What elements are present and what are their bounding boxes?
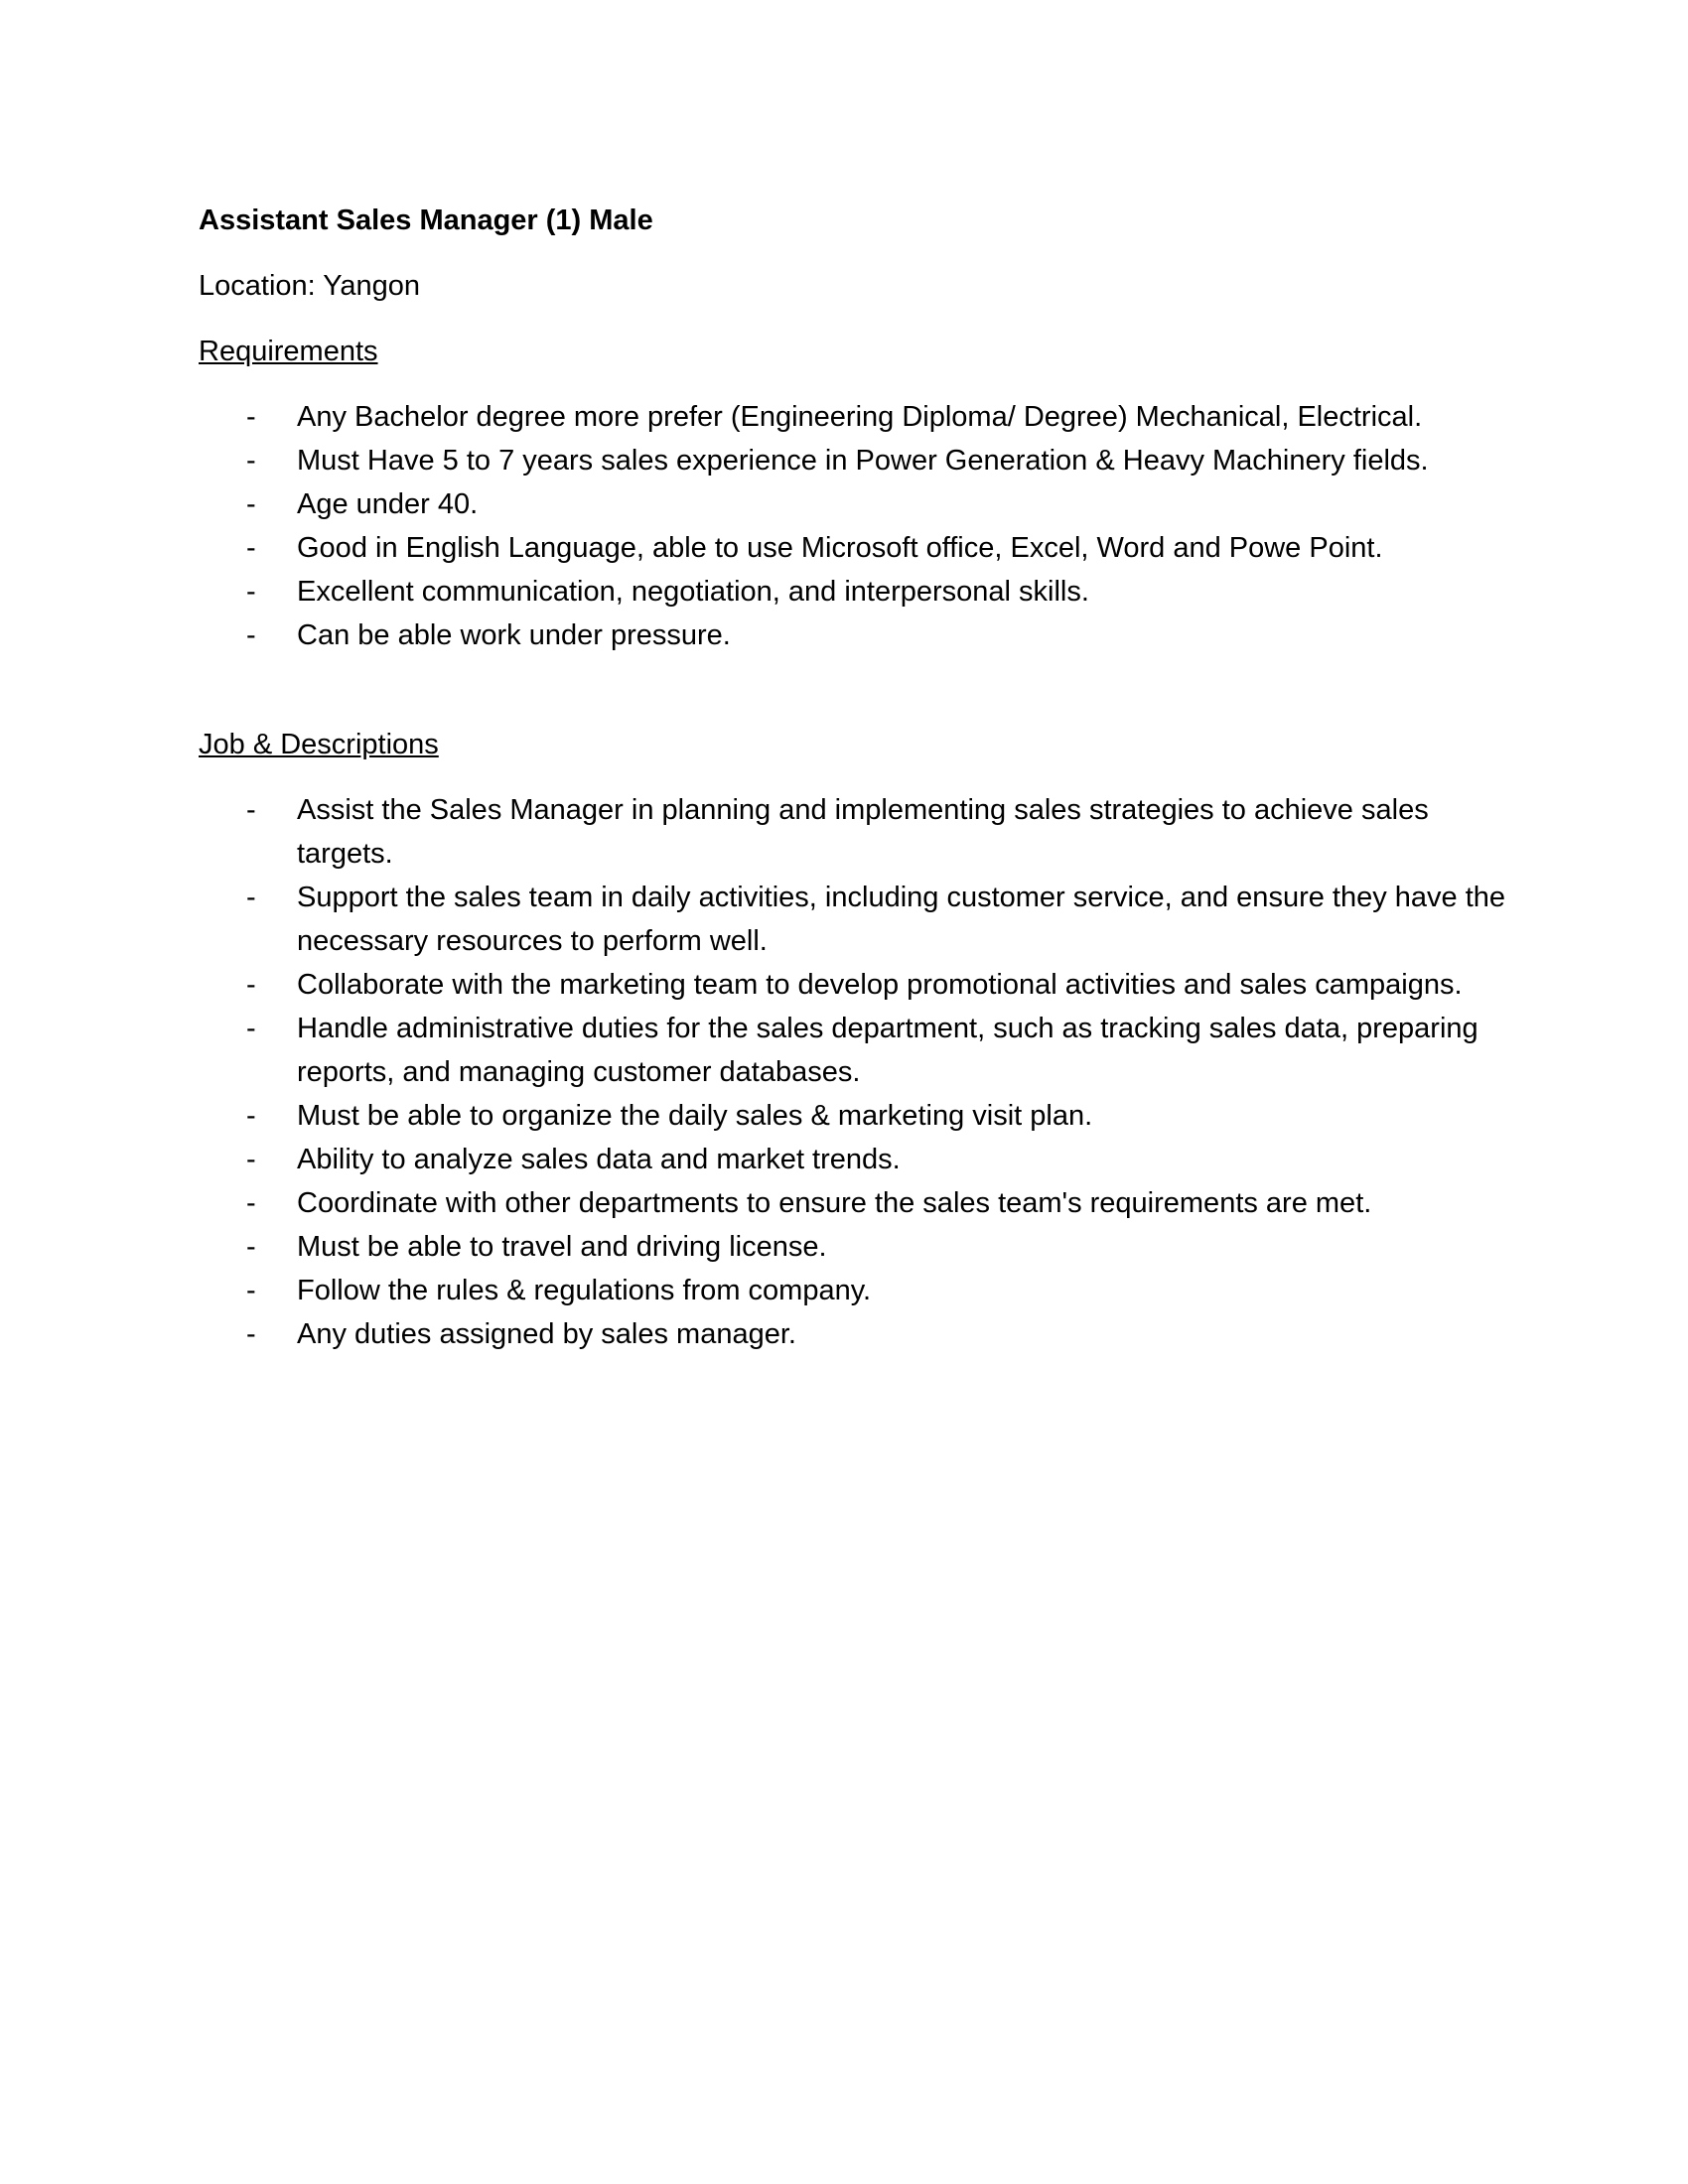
requirements-list	[199, 395, 1509, 657]
list-item	[199, 1312, 1509, 1356]
bullet-dash: -	[246, 969, 256, 1001]
list-item	[199, 1181, 1509, 1225]
list-item	[199, 963, 1509, 1007]
list-item	[199, 1094, 1509, 1138]
list-item-text: Ability to analyze sales data and market trends.	[297, 1144, 901, 1175]
bullet-dash: -	[246, 532, 256, 564]
list-item-text: Assist the Sales Manager in planning and implementing sales strategies to achieve sales targets.	[297, 794, 1429, 870]
list-item	[199, 788, 1509, 876]
list-item-text: Good in English Language, able to use Microsoft office, Excel, Word and Powe Point.	[297, 532, 1383, 564]
section-spacer	[199, 657, 1509, 723]
list-item	[199, 1138, 1509, 1181]
list-item-text: Support the sales team in daily activities, including customer service, and ensure they have the necessary resources to perform well.	[297, 882, 1506, 957]
list-item-text: Can be able work under pressure.	[297, 619, 731, 651]
bullet-dash: -	[246, 576, 256, 608]
list-item	[199, 439, 1509, 482]
list-item	[199, 395, 1509, 439]
list-item-text: Any Bachelor degree more prefer (Engineering Diploma/ Degree) Mechanical, Electrical.	[297, 401, 1423, 433]
requirements-heading: Requirements	[199, 336, 378, 367]
list-item-text: Coordinate with other departments to ensure the sales team's requirements are met.	[297, 1187, 1372, 1219]
bullet-dash: -	[246, 1187, 256, 1219]
list-item-text: Any duties assigned by sales manager.	[297, 1318, 796, 1350]
bullet-dash: -	[246, 1100, 256, 1132]
bullet-dash: -	[246, 882, 256, 913]
job-title: Assistant Sales Manager (1) Male	[199, 205, 653, 236]
list-item-text: Follow the rules & regulations from company.	[297, 1275, 872, 1306]
job-location: Location: Yangon	[199, 270, 421, 302]
list-item-text: Collaborate with the marketing team to develop promotional activities and sales campaigns.	[297, 969, 1463, 1001]
list-item	[199, 482, 1509, 526]
list-item-text: Must be able to travel and driving license.	[297, 1231, 827, 1263]
bullet-dash: -	[246, 1318, 256, 1350]
bullet-dash: -	[246, 1275, 256, 1306]
bullet-dash: -	[246, 401, 256, 433]
list-item	[199, 1225, 1509, 1269]
list-item	[199, 1007, 1509, 1094]
list-item-text: Must Have 5 to 7 years sales experience in Power Generation & Heavy Machinery fields.	[297, 445, 1429, 477]
list-item	[199, 570, 1509, 614]
descriptions-list	[199, 788, 1509, 1356]
bullet-dash: -	[246, 1013, 256, 1044]
list-item-text: Must be able to organize the daily sales & marketing visit plan.	[297, 1100, 1093, 1132]
bullet-dash: -	[246, 619, 256, 651]
list-item-text: Excellent communication, negotiation, and interpersonal skills.	[297, 576, 1089, 608]
bullet-dash: -	[246, 1144, 256, 1175]
bullet-dash: -	[246, 794, 256, 826]
descriptions-heading: Job & Descriptions	[199, 729, 439, 760]
list-item	[199, 526, 1509, 570]
list-item-text: Age under 40.	[297, 488, 479, 520]
bullet-dash: -	[246, 488, 256, 520]
list-item	[199, 1269, 1509, 1312]
list-item-text: Handle administrative duties for the sales department, such as tracking sales data, preparing reports, and managing customer databases.	[297, 1013, 1478, 1088]
list-item	[199, 876, 1509, 963]
bullet-dash: -	[246, 445, 256, 477]
document-content	[199, 199, 1509, 1356]
list-item	[199, 614, 1509, 657]
bullet-dash: -	[246, 1231, 256, 1263]
